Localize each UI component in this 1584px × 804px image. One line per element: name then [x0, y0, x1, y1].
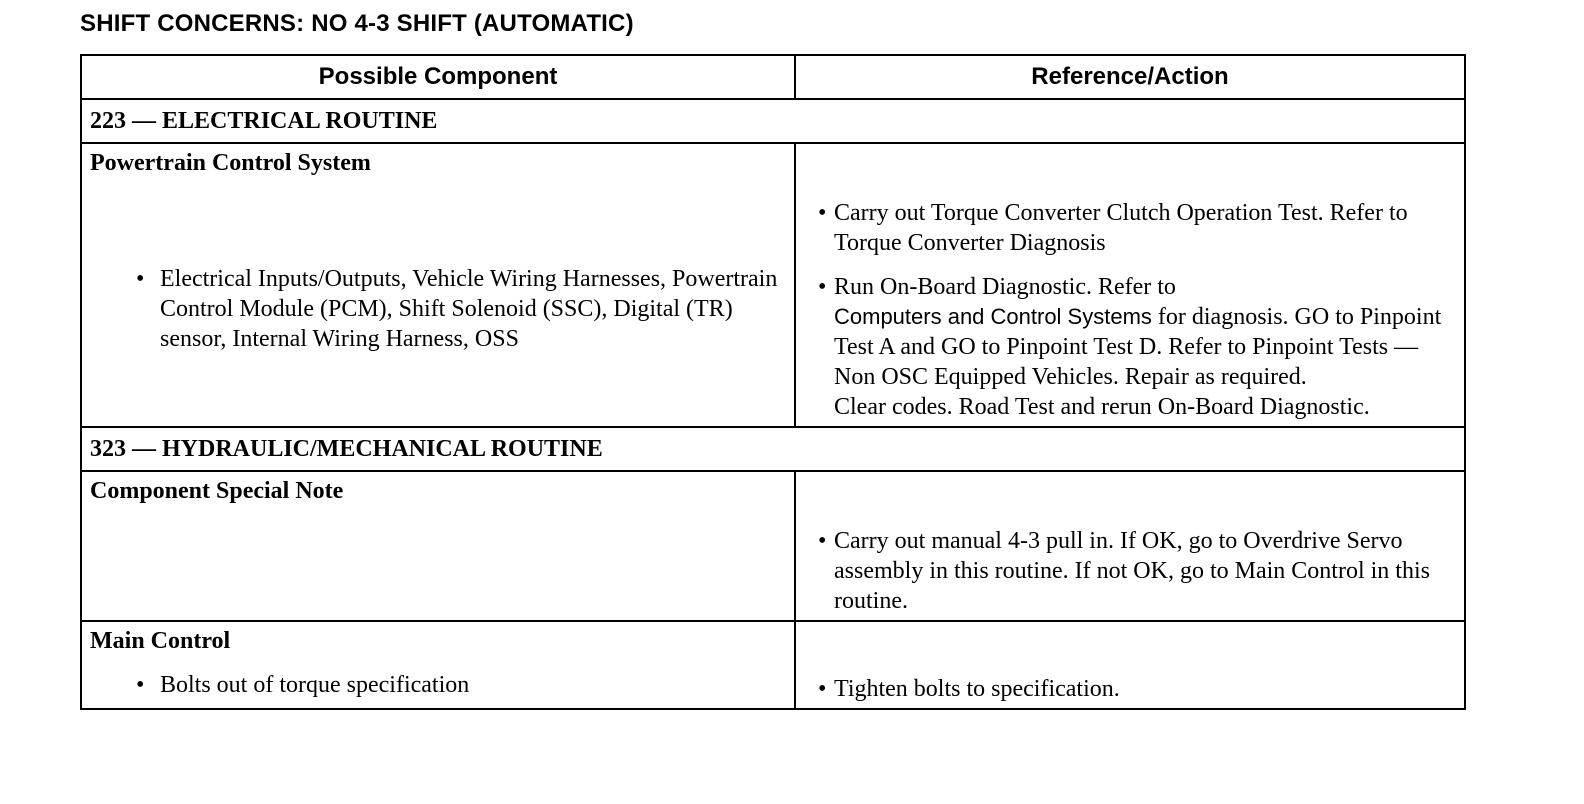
- action-text: Carry out Torque Converter Clutch Operation Test. Refer to Torque Converter Diagnosis: [834, 200, 1408, 256]
- action-list: [804, 198, 1456, 422]
- component-list: [90, 670, 786, 700]
- action-text: Clear codes. Road Test and rerun On-Board Diagnostic.: [834, 394, 1370, 420]
- action-list: [804, 526, 1456, 616]
- action-cell: [795, 621, 1465, 709]
- section-title-electrical: 223 — ELECTRICAL ROUTINE: [81, 99, 1465, 143]
- section-row-electrical: [81, 99, 1465, 143]
- bullet-icon: •: [818, 274, 827, 300]
- list-item: [804, 272, 1456, 422]
- bullet-icon: •: [136, 672, 145, 698]
- bullet-icon: •: [818, 528, 827, 554]
- component-cell: [81, 143, 795, 427]
- reference-link-text: Computers and Control Systems: [834, 304, 1152, 329]
- list-item: [804, 198, 1456, 258]
- bullet-icon: •: [818, 200, 827, 226]
- diagnosis-table: [80, 54, 1466, 710]
- action-list: [804, 674, 1456, 704]
- list-item: [90, 670, 786, 700]
- bullet-icon: •: [136, 266, 145, 292]
- section-title-hydraulic: 323 — HYDRAULIC/MECHANICAL ROUTINE: [81, 427, 1465, 471]
- table-row: [81, 471, 1465, 621]
- header-reference-action: Reference/Action: [795, 55, 1465, 99]
- component-heading: Main Control: [90, 628, 231, 654]
- section-row-hydraulic: [81, 427, 1465, 471]
- table-row: [81, 143, 1465, 427]
- action-text: Tighten bolts to specification.: [834, 676, 1120, 702]
- table-header-row: [81, 55, 1465, 99]
- component-heading: Component Special Note: [90, 478, 344, 504]
- action-text: Carry out manual 4-3 pull in. If OK, go to Overdrive Servo assembly in this routine. If not OK, go to Main Control in this routine.: [834, 528, 1430, 614]
- action-cell: [795, 143, 1465, 427]
- list-item: [90, 264, 786, 354]
- component-list: [90, 264, 786, 354]
- bullet-icon: •: [818, 676, 827, 702]
- action-text: Run On-Board Diagnostic. Refer to: [834, 274, 1176, 300]
- component-cell: [81, 471, 795, 621]
- component-item-text: Bolts out of torque specification: [160, 672, 470, 698]
- table-row: [81, 621, 1465, 709]
- page-title: SHIFT CONCERNS: NO 4-3 SHIFT (AUTOMATIC): [80, 10, 634, 37]
- list-item: [804, 526, 1456, 616]
- header-possible-component: Possible Component: [81, 55, 795, 99]
- component-cell: [81, 621, 795, 709]
- list-item: [804, 674, 1456, 704]
- action-text: for diagnosis. GO to Pinpoint Test A and GO to Pinpoint Test D. Refer to Pinpoint Tests — Non OSC Equipped Vehicles. Repair as required.: [834, 304, 1442, 390]
- component-heading: Powertrain Control System: [90, 150, 371, 176]
- component-item-text: Electrical Inputs/Outputs, Vehicle Wiring Harnesses, Powertrain Control Module (PCM), Shift Solenoid (SSC), Digital (TR) sensor, Internal Wiring Harness, OSS: [160, 266, 778, 352]
- action-cell: [795, 471, 1465, 621]
